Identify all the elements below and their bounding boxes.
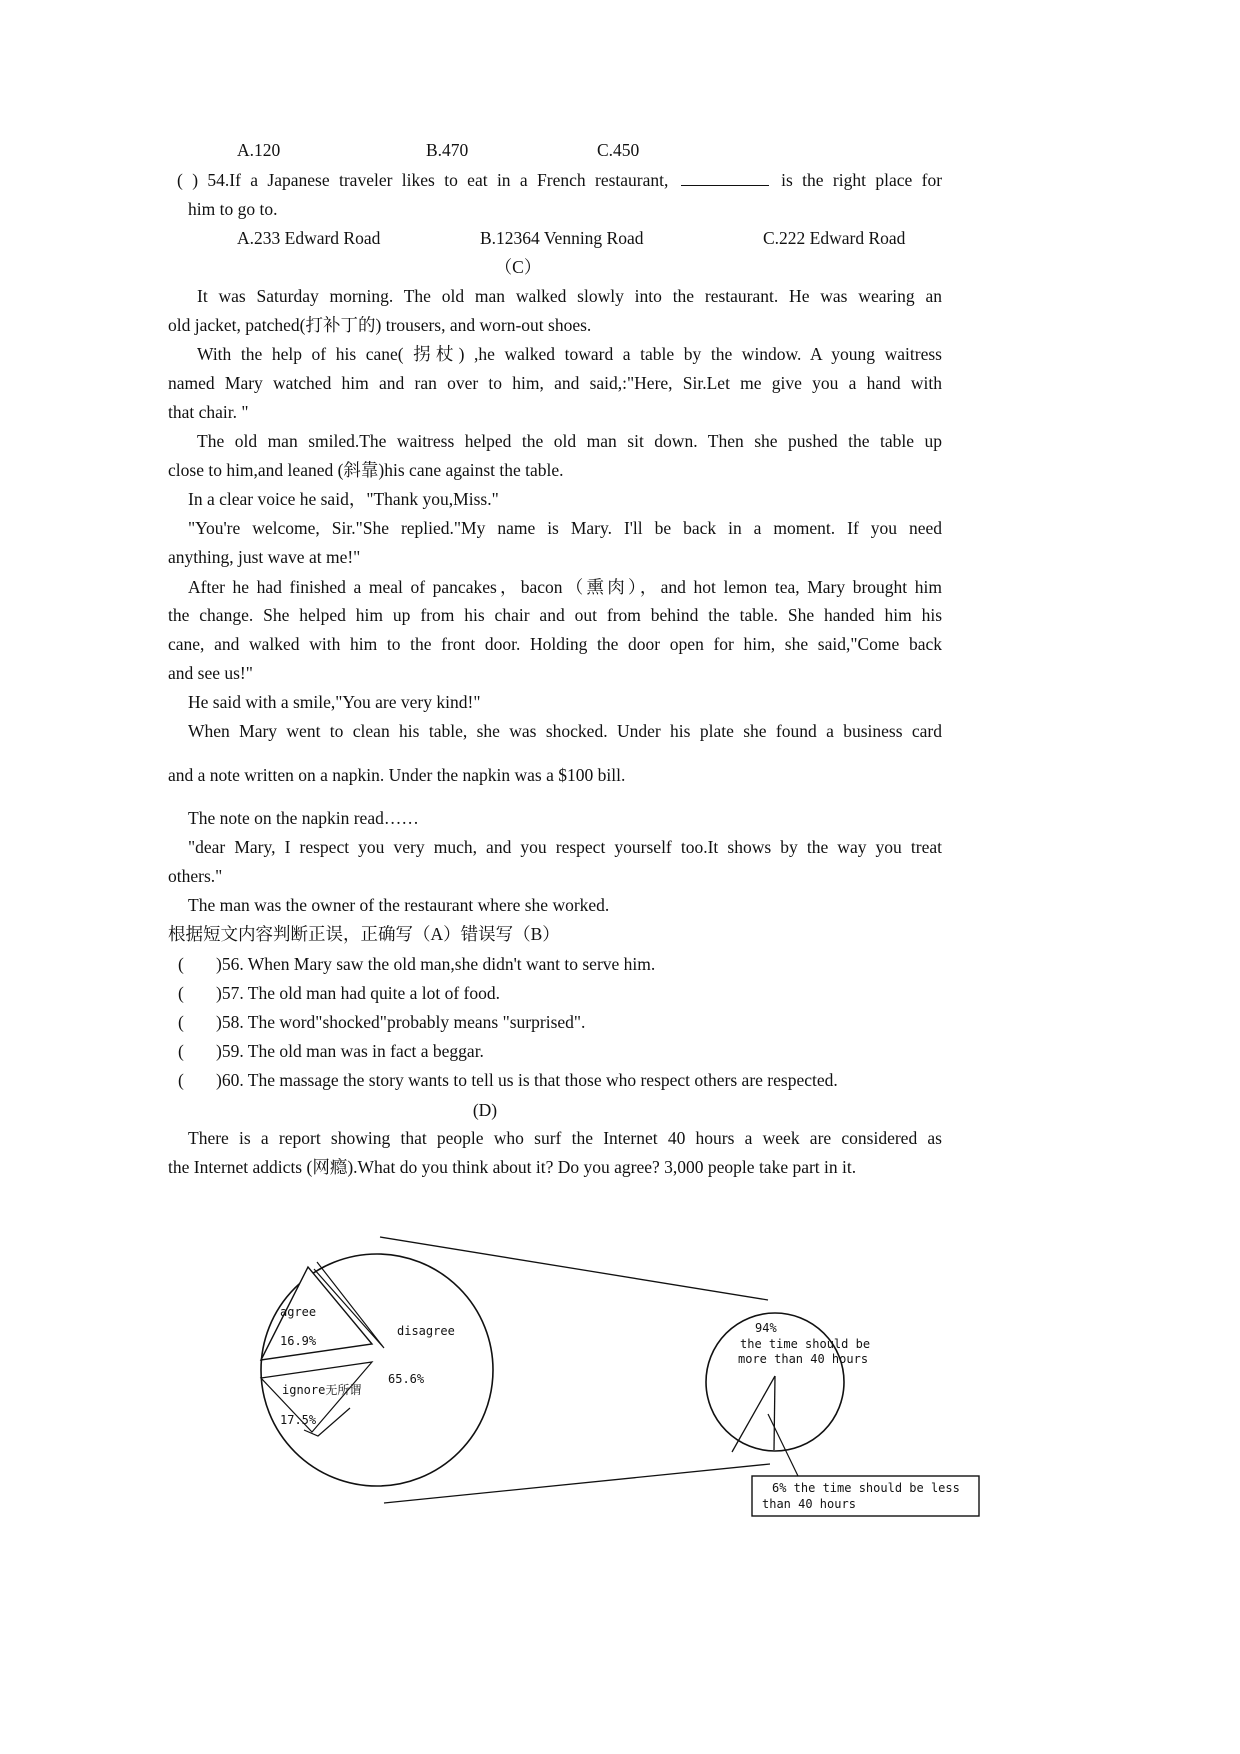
tf-question: [178, 1011, 585, 1033]
answer-blank: [681, 169, 769, 186]
label-ignore-pct: 17.5%: [280, 1413, 317, 1427]
q54-stem-before: 54.If a Japanese traveler likes to eat in a French restaurant,: [207, 170, 669, 190]
passage-line: others.": [168, 866, 223, 886]
label-detail-line2: more than 40 hours: [738, 1352, 869, 1366]
passage-line: anything, just wave at me!": [168, 547, 361, 567]
passage-line: When Mary went to clean his table, she was shocked. Under his plate she found a business card: [188, 721, 942, 741]
instruction-text: 根据短文内容判断正误，正确写（A）错误写（B）: [168, 924, 560, 944]
question-text: )56. When Mary saw the old man,she didn't want to serve him.: [216, 954, 656, 974]
connector-bottom: [384, 1464, 770, 1503]
label-disagree: disagree: [397, 1324, 455, 1338]
label-agree: agree: [280, 1305, 317, 1319]
tf-question: [178, 1040, 484, 1062]
passage-line: and a note written on a napkin. Under the napkin was a $100 bill.: [168, 765, 626, 785]
passage-line: old jacket, patched(打补丁的) trousers, and worn-out shoes.: [168, 315, 592, 335]
question-text: )57. The old man had quite a lot of food.: [216, 983, 500, 1003]
section-d-heading: (D): [472, 1100, 498, 1120]
main-pie-circle: [261, 1254, 493, 1486]
q53-option-a: A.120: [237, 140, 281, 160]
question-text: )59. The old man was in fact a beggar.: [216, 1041, 484, 1061]
passage-line: The old man smiled.The waitress helped the old man sit down. Then she pushed the table up: [197, 431, 942, 451]
passage-line: With the help of his cane( 拐杖) ,he walked toward a table by the window. A young waitress: [197, 344, 942, 364]
passage-line: The man was the owner of the restaurant where she worked.: [188, 895, 610, 915]
passage-line: There is a report showing that people who surf the Internet 40 hours a week are considered as: [188, 1128, 942, 1148]
passage-line: The note on the napkin read……: [188, 808, 419, 828]
answer-paren: (: [178, 954, 184, 974]
q54-option-b: B.12364 Venning Road: [480, 228, 644, 248]
passage-line: cane, and walked with him to the front door. Holding the door open for him, she said,"Come back: [168, 634, 942, 654]
passage-line: the change. She helped him up from his chair and out from behind the table. She handed him his: [168, 605, 942, 625]
callout-line1: 6% the time should be less: [772, 1481, 960, 1495]
label-disagree-pct: 65.6%: [388, 1372, 425, 1386]
tf-question: [178, 953, 655, 975]
q53-option-b: B.470: [426, 140, 469, 160]
q54-stem-after: is the right place for: [781, 170, 943, 190]
label-agree-pct: 16.9%: [280, 1334, 317, 1348]
q54-option-a: A.233 Edward Road: [237, 228, 381, 248]
label-detail-line1: the time should be: [740, 1337, 871, 1351]
callout-line2: than 40 hours: [762, 1497, 856, 1511]
answer-paren: (: [178, 1012, 184, 1032]
tf-question: [178, 1069, 838, 1091]
passage-line: After he had finished a meal of pancakes，bacon（熏肉），and hot lemon tea, Mary brought him: [188, 577, 942, 597]
answer-paren: (: [178, 1041, 184, 1061]
q54-option-c: C.222 Edward Road: [763, 228, 906, 248]
label-ignore: ignore无所谓: [282, 1383, 362, 1397]
q53-option-c: C.450: [597, 140, 640, 160]
tf-question: [178, 982, 500, 1004]
answer-paren: (: [178, 1070, 184, 1090]
answer-paren: (: [178, 983, 184, 1003]
passage-line: the Internet addicts (网瘾).What do you think about it? Do you agree? 3,000 people take part in it.: [168, 1157, 857, 1177]
q54-stem: [177, 169, 942, 191]
section-c-heading: （C）: [494, 257, 542, 277]
passage-line: and see us!": [168, 663, 253, 683]
question-text: )58. The word"shocked"probably means "surprised".: [216, 1012, 586, 1032]
label-detail-pct: 94%: [755, 1321, 777, 1335]
q54-stem-cont: him to go to.: [188, 199, 278, 219]
passage-line: close to him,and leaned (斜靠)his cane against the table.: [168, 460, 564, 480]
passage-line: that chair. ": [168, 402, 249, 422]
passage-line: named Mary watched him and ran over to him, and said,:"Here, Sir.Let me give you a hand with: [168, 373, 942, 393]
question-text: )60. The massage the story wants to tell us is that those who respect others are respected.: [216, 1070, 838, 1090]
passage-line: He said with a smile,"You are very kind!": [188, 692, 481, 712]
passage-line: "You're welcome, Sir."She replied."My name is Mary. I'll be back in a moment. If you need: [188, 518, 942, 538]
passage-line: In a clear voice he said，"Thank you,Miss.": [188, 489, 499, 509]
survey-pie-chart: [232, 1212, 1002, 1542]
passage-line: It was Saturday morning. The old man walked slowly into the restaurant. He was wearing an: [197, 286, 942, 306]
passage-line: "dear Mary, I respect you very much, and you respect yourself too.It shows by the way you treat: [188, 837, 942, 857]
answer-paren: ( ): [177, 170, 199, 190]
